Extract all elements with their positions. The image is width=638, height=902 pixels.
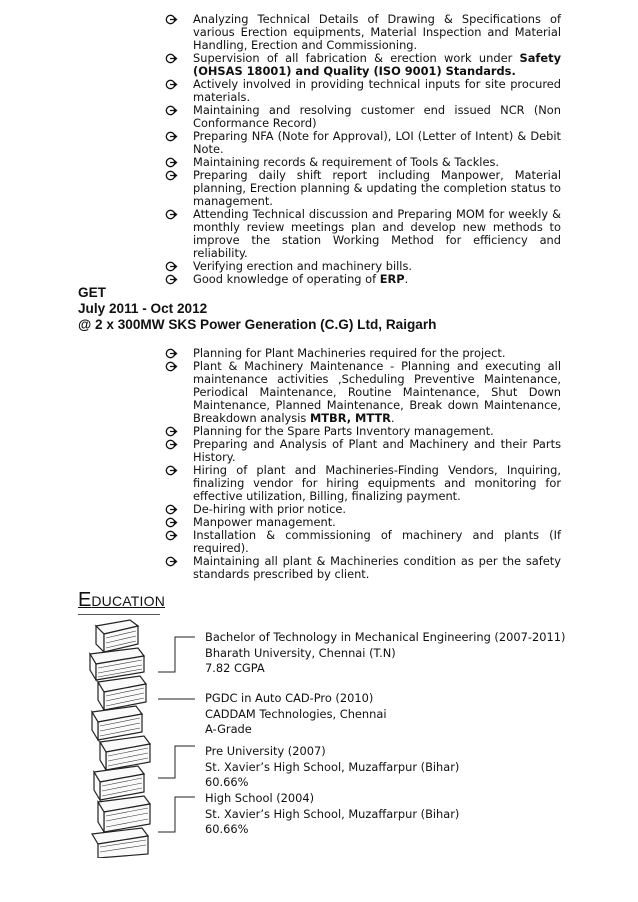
arrow-right-circle-icon xyxy=(165,130,179,143)
bullet-text: Preparing daily shift report including Manpower, Material planning, Erection planning & updating the completion status to management. xyxy=(193,168,561,208)
bullet-bold-text: Safety (OHSAS 18001) and Quality (ISO 9001) Standards. xyxy=(193,51,561,78)
bullet-text: Analyzing Technical Details of Drawing & Specifications of various Erection equipments, Material Inspection and Material Handling, Erection and Commissioning. xyxy=(193,12,561,52)
book-stack-icon xyxy=(78,618,178,858)
bullet-item xyxy=(165,438,561,464)
bullet-text: Installation & commissioning of machinery and plants (If required). xyxy=(193,528,561,555)
bullet-item xyxy=(165,208,561,260)
bullet-item xyxy=(165,555,561,581)
bullet-bold-text: MTBR, MTTR xyxy=(309,411,391,425)
arrow-right-circle-icon xyxy=(165,529,179,542)
arrow-right-circle-icon xyxy=(165,169,179,182)
bullet-text: Planning for the Spare Parts Inventory management. xyxy=(193,424,494,438)
bullet-text: Maintaining records & requirement of Tools & Tackles. xyxy=(193,155,500,169)
education-entry xyxy=(205,744,459,791)
bullet-text: Actively involved in providing technical inputs for site procured materials. xyxy=(193,77,561,104)
arrow-right-circle-icon xyxy=(165,347,179,360)
degree: PGDC in Auto CAD-Pro (2010) xyxy=(205,691,374,705)
arrow-right-circle-icon xyxy=(165,156,179,169)
bullet-item xyxy=(165,130,561,156)
bullet-item xyxy=(165,464,561,503)
job-location: @ 2 x 300MW SKS Power Generation (C.G) Ltd, Raigarh xyxy=(78,317,437,332)
job-period: July 2011 - Oct 2012 xyxy=(78,301,208,316)
bullet-text: Preparing and Analysis of Plant and Machinery and their Parts History. xyxy=(193,437,561,464)
bullet-text: Good knowledge of operating of xyxy=(193,272,380,286)
education-entry xyxy=(205,791,459,838)
bullet-item xyxy=(165,169,561,208)
education-rule xyxy=(78,614,160,615)
institution: CADDAM Technologies, Chennai xyxy=(205,706,387,721)
arrow-right-circle-icon xyxy=(165,78,179,91)
bullet-text: Hiring of plant and Machineries-Finding Vendors, Inquiring, finalizing vendor for hiring equipments and monitoring for effective utilization, Billing, finalizing payment. xyxy=(193,463,561,503)
bullet-item xyxy=(165,529,561,555)
bullet-text: Manpower management. xyxy=(193,515,336,529)
arrow-right-circle-icon xyxy=(165,360,179,373)
arrow-right-circle-icon xyxy=(165,438,179,451)
company-name: GET xyxy=(78,285,106,300)
bullet-text: Supervision of all fabrication & erection work under xyxy=(193,51,520,65)
arrow-right-circle-icon xyxy=(165,503,179,516)
grade: A-Grade xyxy=(205,722,252,736)
bullet-text: Preparing NFA (Note for Approval), LOI (Letter of Intent) & Debit Note. xyxy=(193,129,561,156)
arrow-right-circle-icon xyxy=(165,516,179,529)
arrow-right-circle-icon xyxy=(165,425,179,438)
education-heading-initial: E xyxy=(78,589,92,611)
bullet-bold-text: ERP xyxy=(379,272,405,286)
education-entry xyxy=(205,691,387,738)
bullet-text: Maintaining and resolving customer end issued NCR (Non Conformance Record) xyxy=(193,103,561,130)
institution: St. Xavier’s High School, Muzaffarpur (Bihar) xyxy=(205,759,460,774)
institution: Bharath University, Chennai (T.N) xyxy=(205,645,396,660)
grade: 60.66% xyxy=(205,775,249,789)
bullet-text: Plant & Machinery Maintenance - Planning and executing all maintenance activities ,Scheduling Preventive Maintenance, Periodical Maintenance, Routine Maintenance, Shut Down Maintenance, Planned Maintenance, Break down Maintenance, Breakdown analysis xyxy=(193,359,561,425)
bullet-text: De-hiring with prior notice. xyxy=(193,502,347,516)
education-heading-rest: DUCATION xyxy=(91,593,166,609)
degree: Pre University (2007) xyxy=(205,744,326,758)
bullet-text: . xyxy=(390,411,395,425)
education-entry xyxy=(205,630,565,677)
arrow-right-circle-icon xyxy=(165,555,179,568)
bullet-item xyxy=(165,104,561,130)
bullet-item xyxy=(165,360,561,425)
bullet-item xyxy=(165,13,561,52)
arrow-right-circle-icon xyxy=(165,104,179,117)
bullet-text: Maintaining all plant & Machineries condition as per the safety standards prescribed by client. xyxy=(193,554,561,581)
arrow-right-circle-icon xyxy=(165,208,179,221)
arrow-right-circle-icon xyxy=(165,13,179,26)
bullet-item xyxy=(165,78,561,104)
grade: 60.66% xyxy=(205,822,249,836)
bullet-item xyxy=(165,52,561,78)
bullet-text: Planning for Plant Machineries required for the project. xyxy=(193,346,506,360)
bullet-text: Attending Technical discussion and Preparing MOM for weekly & monthly review meetings plan and develop new methods to improve the station Working Method for efficiency and reliability. xyxy=(193,207,561,260)
institution: St. Xavier’s High School, Muzaffarpur (Bihar) xyxy=(205,806,460,821)
arrow-right-circle-icon xyxy=(165,464,179,477)
arrow-right-circle-icon xyxy=(165,260,179,273)
education-heading xyxy=(78,589,165,612)
job-heading xyxy=(78,285,436,333)
degree: Bachelor of Technology in Mechanical Engineering (2007-2011) xyxy=(205,630,566,644)
responsibility-list-2 xyxy=(165,347,561,581)
arrow-right-circle-icon xyxy=(165,52,179,65)
degree: High School (2004) xyxy=(205,791,315,805)
bullet-text: Verifying erection and machinery bills. xyxy=(193,259,413,273)
grade: 7.82 CGPA xyxy=(205,661,265,675)
bullet-text: . xyxy=(404,272,409,286)
responsibility-list-1 xyxy=(165,13,561,286)
